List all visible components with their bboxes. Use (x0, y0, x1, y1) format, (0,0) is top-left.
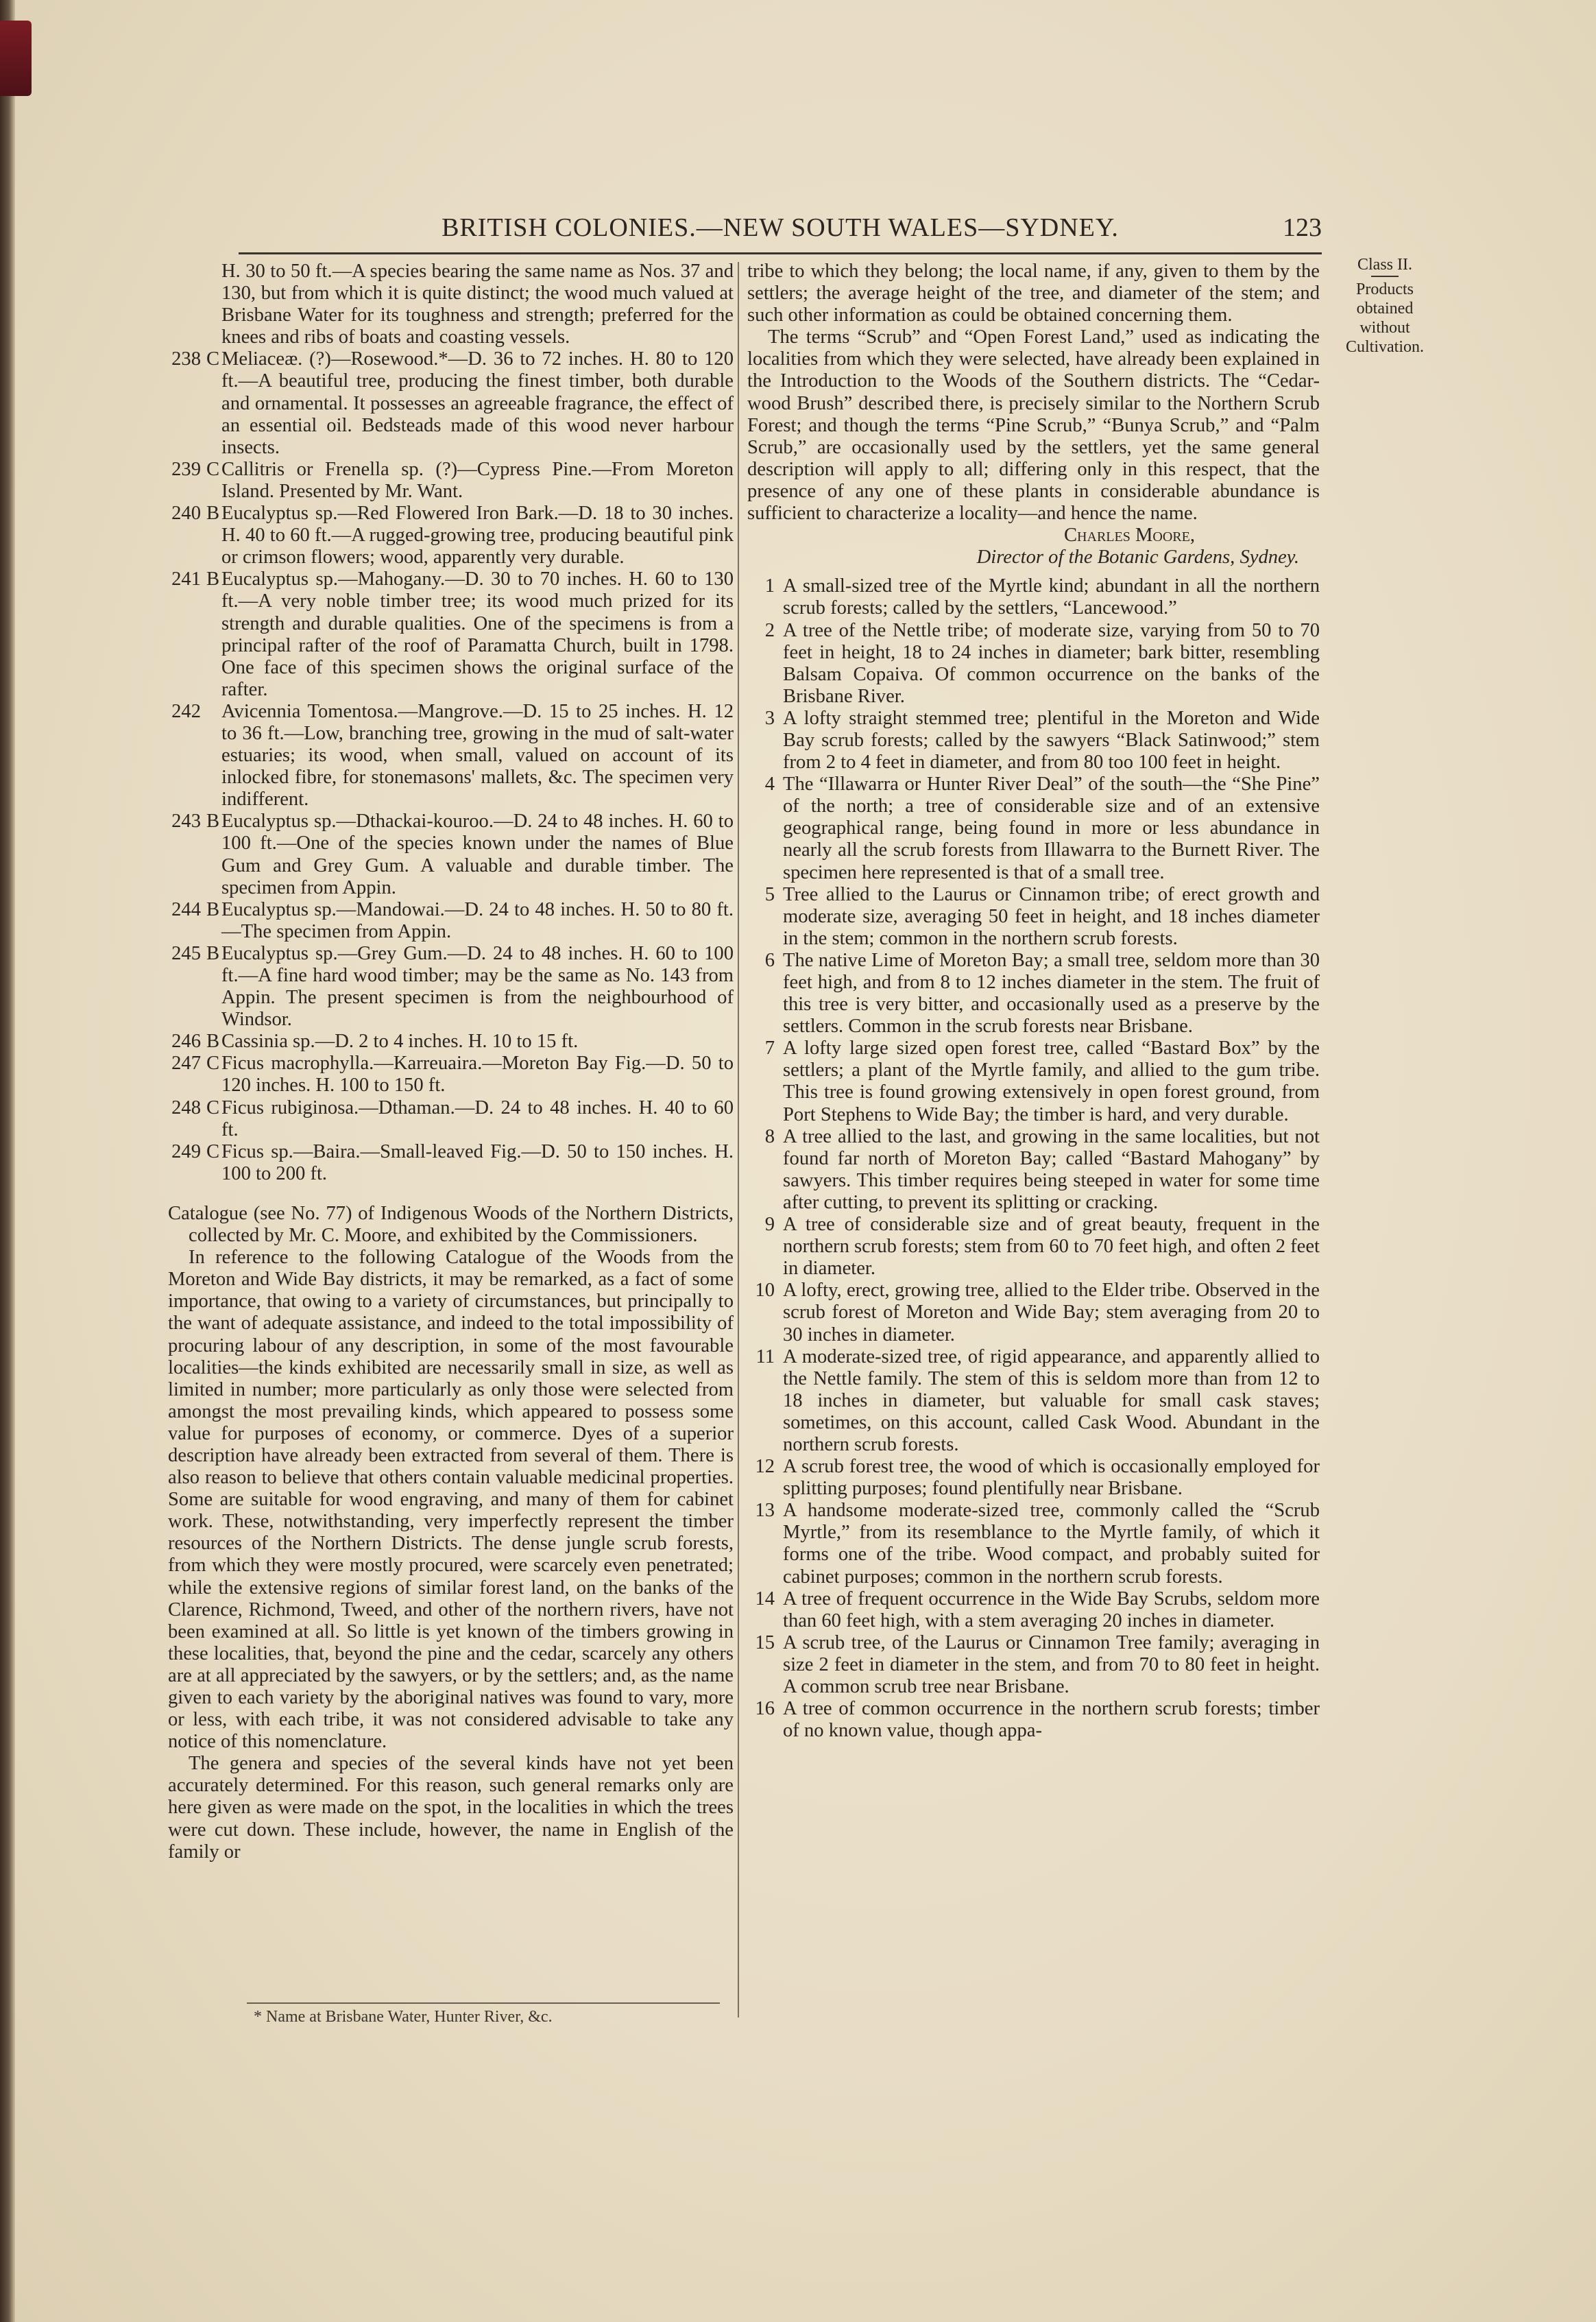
catalogue-entry (168, 1141, 734, 1185)
entry-number: 246 (171, 1031, 201, 1053)
numbered-entry (747, 1346, 1320, 1456)
book-spine (0, 0, 15, 2322)
entry-text: The native Lime of Moreton Bay; a small tree, seldom more than 30 feet high, and from 8 to 12 inches diameter in the stem. The fruit of this tree is very bitter, and occasionally used as a preserve by the settlers. Common in the scrub forests near Brisbane. (783, 949, 1320, 1038)
margin-divider (1371, 276, 1399, 277)
entry-number: 245 (171, 942, 201, 964)
entry-text: Avicennia Tomentosa.—Mangrove.—D. 15 to 25 inches. H. 12 to 36 ft.—Low, branching tree, growing in the mud of salt-water estuaries; its wood, when small, valued on account of its inlocked fibre, for stonemasons' mallets, &c. The specimen very indifferent. (221, 700, 734, 811)
numbered-entry (747, 1126, 1320, 1214)
margin-class: Class II. (1357, 256, 1412, 274)
catalogue-entry (168, 459, 734, 503)
entry-number: 12 (755, 1456, 775, 1478)
entry-text: The “Illawarra or Hunter River Deal” of the south—the “She Pine” of the north; a tree of considerable size and of an extensive geographical range, being found in more or less abundance in nearly all the scrub forests from Illawarra to the Burnett River. The specimen here represented is that of a small tree. (783, 774, 1320, 883)
margin-line: without (1359, 319, 1410, 337)
margin-line: Cultivation. (1346, 338, 1424, 356)
spacer (747, 568, 1320, 575)
entry-number: 9 (764, 1214, 775, 1236)
catalogue-entry (168, 701, 734, 811)
entry-number: 240 (171, 503, 201, 525)
entry-text: Eucalyptus sp.—Mandowai.—D. 24 to 48 inches. H. 50 to 80 ft.—The specimen from Appin. (221, 898, 734, 942)
numbered-entry (747, 1698, 1320, 1742)
entry-text: A tree of frequent occurrence in the Wide Bay Scrubs, seldom more than 60 feet high, with a stem averaging 20 inches in diameter. (783, 1588, 1320, 1631)
entry-number: 4 (764, 774, 775, 795)
entry-number: 15 (755, 1631, 775, 1653)
numbered-entry (747, 950, 1320, 1038)
entry-class: B (206, 898, 220, 920)
left-lead-paragraph: H. 30 to 50 ft.—A species bearing the same name as Nos. 37 and 130, but from which it is quite distinct; the wood much valued at Brisbane Water for its toughness and strength; preferred for the knees and ribs of boats and coasting vessels. (221, 261, 734, 348)
entry-text: A lofty straight stemmed tree; plentiful in the Moreton and Wide Bay scrub forests; called by the sawyers “Black Satinwood;” stem from 2 to 4 feet in diameter, and from 80 too 100 feet in height. (783, 707, 1320, 774)
entry-number: 1 (764, 575, 775, 597)
entry-class (206, 701, 221, 811)
entry-class: C (206, 1053, 220, 1075)
entry-text: A tree allied to the last, and growing in the same localities, but not found far north of Moreton Bay; called “Bastard Mahogany” by sawyers. This timber requires being steeped in water for some time after cutting, to prevent its splitting or cracking. (783, 1125, 1320, 1213)
footnote-rule (247, 2002, 720, 2004)
catalogue-entry (168, 1031, 734, 1053)
entry-number: 7 (764, 1038, 775, 1060)
entry-text: A moderate-sized tree, of rigid appearance, and apparently allied to the Nettle family. The stem of this is seldom more than from 12 to 18 inches in diameter, but valuable for small cask staves; sometimes, on this account, called Cask Wood. Abundant in the northern scrub forests. (783, 1345, 1320, 1455)
catalogue-entry (168, 899, 734, 943)
entry-text: Eucalyptus sp.—Red Flowered Iron Bark.—D. 18 to 30 inches. H. 40 to 60 ft.—A rugged-growing tree, producing beautiful pink or crimson flowers; wood, apparently very durable. (221, 503, 734, 568)
catalogue-entry (168, 1097, 734, 1141)
numbered-entry (747, 1280, 1320, 1345)
catalogue-entry (168, 811, 734, 898)
entry-text: A lofty, erect, growing tree, allied to the Elder tribe. Observed in the scrub forest of Moreton and Wide Bay; stem averaging from 20 to 30 inches in diameter. (783, 1280, 1320, 1345)
entry-number: 248 (171, 1097, 201, 1118)
entry-number: 5 (764, 883, 775, 905)
entry-text: A handsome moderate-sized tree, commonly called the “Scrub Myrtle,” from its resemblance to the Myrtle family, of which it forms one of the tribe. Wood compact, and probably suited for cabinet purposes; common in the northern scrub forests. (783, 1500, 1320, 1588)
left-column (168, 261, 734, 1863)
entry-class: C (206, 458, 220, 480)
entry-number: 244 (171, 898, 201, 920)
entry-text: Ficus rubiginosa.—Dthaman.—D. 24 to 48 inches. H. 40 to 60 ft. (221, 1097, 734, 1140)
entry-number: 13 (755, 1500, 775, 1522)
entry-text: A tree of the Nettle tribe; of moderate size, varying from 50 to 70 feet in height, 18 to 24 inches in diameter; bark bitter, resembling Balsam Copaiva. Of common occurrence on the banks of the Brisbane River. (783, 619, 1320, 707)
right-lead-paragraph: tribe to which they belong; the local name, if any, given to them by the settlers; the average height of the tree, and diameter of the stem; and such other information as could be obtained concerning them. (747, 261, 1320, 326)
entry-number: 242 (171, 700, 201, 722)
page-header (239, 213, 1322, 254)
entry-text: Ficus sp.—Baira.—Small-leaved Fig.—D. 50 to 150 inches. H. 100 to 200 ft. (221, 1140, 734, 1184)
numbered-entry (747, 1588, 1320, 1632)
signature-title: Director of the Botanic Gardens, Sydney. (976, 547, 1299, 568)
catalogue-entry (168, 348, 734, 458)
entry-number: 2 (764, 619, 775, 641)
catalogue-heading: Catalogue (see No. 77) of Indigenous Woods of the Northern Districts, collected by Mr. C. Moore, and exhibited by the Commissioners. (168, 1202, 734, 1247)
numbered-entry (747, 1632, 1320, 1698)
catalogue-entry (168, 1053, 734, 1097)
running-head: BRITISH COLONIES.—NEW SOUTH WALES—SYDNEY. (442, 213, 1119, 242)
entry-class: B (206, 503, 220, 525)
numbered-entry (747, 620, 1320, 708)
numbered-entry (747, 575, 1320, 619)
entry-class: C (206, 348, 220, 370)
numbered-entry (747, 1500, 1320, 1588)
entry-text: Eucalyptus sp.—Mahogany.—D. 30 to 70 inches. H. 60 to 130 ft.—A very noble timber tree; its wood much prized for its strength and durable qualities. One of the specimens is from a principal rafter of the roof of Paramatta Church, built in 1798. One face of this specimen shows the original surface of the rafter. (221, 568, 734, 700)
margin-note (1340, 255, 1429, 357)
left-entries (168, 348, 734, 1185)
page-number: 123 (1283, 213, 1322, 242)
catalogue-entry (168, 943, 734, 1031)
entry-class: B (206, 942, 220, 964)
right-entries (747, 575, 1320, 1742)
entry-class: C (206, 1140, 220, 1162)
entry-text: A lofty large sized open forest tree, called “Bastard Box” by the settlers; a plant of the Myrtle family, and allied to the gum tribe. This tree is found growing extensively in open forest ground, from Port Stephens to Wide Bay; the timber is hard, and very durable. (783, 1038, 1320, 1125)
terms-paragraph: The terms “Scrub” and “Open Forest Land,” used as indicating the localities from which they were selected, have already been explained in the Introduction to the Woods of the Southern districts. The “Cedar-wood Brush” described there, is precisely similar to the Northern Scrub Forest; and though the terms “Pine Scrub,” “Bunya Scrub,” and “Palm Scrub,” are occasionally used by the settlers, yet the same general description will apply to all; differing only in this respect, that the presence of any one of these plants in considerable abundance is sufficient to characterize a locality—and hence the name. (747, 326, 1320, 525)
entry-number: 11 (755, 1345, 775, 1367)
entry-number: 247 (171, 1053, 201, 1075)
entry-number: 238 (171, 348, 201, 370)
entry-number: 239 (171, 458, 201, 480)
footnote: * Name at Brisbane Water, Hunter River, &c. (254, 2008, 553, 2026)
margin-line: obtained (1356, 300, 1414, 318)
entry-number: 14 (755, 1588, 775, 1609)
entry-number: 16 (755, 1698, 775, 1720)
column-divider (738, 262, 739, 2018)
numbered-entry (747, 884, 1320, 950)
catalogue-entry (168, 568, 734, 701)
entry-class: B (206, 568, 220, 590)
entry-text: Cassinia sp.—D. 2 to 4 inches. H. 10 to 15 ft. (221, 1031, 579, 1053)
entry-text: A tree of common occurrence in the northern scrub forests; timber of no known value, though appa- (783, 1698, 1320, 1742)
entry-class: B (206, 1031, 220, 1053)
entry-text: A scrub forest tree, the wood of which is occasionally employed for splitting purposes; found plentifully near Brisbane. (783, 1456, 1320, 1500)
genera-paragraph: The genera and species of the several kinds have not yet been accurately determined. For this reason, such general remarks only are here given as were made on the spot, in the localities in which the trees were cut down. These include, however, the name in English of the family or (168, 1753, 734, 1863)
spacer (168, 1185, 734, 1203)
entry-number: 243 (171, 811, 201, 833)
numbered-entry (747, 1214, 1320, 1280)
entry-number: 249 (171, 1140, 201, 1162)
header-rule (239, 252, 1322, 254)
entry-class: C (206, 1097, 220, 1118)
right-column (747, 261, 1320, 1742)
margin-line: Products (1356, 280, 1414, 298)
bookmark-ribbon (0, 21, 32, 96)
entry-number: 8 (764, 1125, 775, 1147)
entry-class: B (206, 811, 220, 833)
entry-text: Callitris or Frenella sp. (?)—Cypress Pine.—From Moreton Island. Presented by Mr. Want. (221, 458, 734, 502)
numbered-entry (747, 1038, 1320, 1125)
entry-number: 10 (755, 1280, 775, 1302)
intro-paragraph: In reference to the following Catalogue of the Woods from the Moreton and Wide Bay districts, it may be remarked, as a fact of some importance, that owing to a variety of circumstances, but principally to the want of adequate assistance, and indeed to the total impossibility of procuring labour of any description, in some of the most favourable localities—the kinds exhibited are necessarily small in size, as well as limited in number; more particularly as only those were selected from amongst the most prevailing kinds, which appeared to possess some value for purposes of economy, or commerce. Dyes of a superior description have already been extracted from several of them. There is also reason to believe that others contain valuable medicinal properties. Some are suitable for wood engraving, and many of them for cabinet work. These, notwithstanding, very imperfectly represent the timber resources of the Northern Districts. The dense jungle scrub forests, from which they were mostly procured, were scarcely even penetrated; while the extensive regions of similar forest land, on the banks of the Clarence, Richmond, Tweed, and other of the northern rivers, have not been examined at all. So little is yet known of the timbers growing in these localities, that, beyond the pine and the cedar, scarcely any others are at all appreciated by the sawyers, or by the settlers; and, as the name given to each variety by the aboriginal natives was found to vary, more or less, with each tribe, it was not considered advisable to take any notice of this nomenclature. (168, 1247, 734, 1753)
entry-text: Eucalyptus sp.—Dthackai-kouroo.—D. 24 to 48 inches. H. 60 to 100 ft.—One of the species known under the names of Blue Gum and Grey Gum. A valuable and durable timber. The specimen from Appin. (221, 811, 734, 898)
numbered-entry (747, 708, 1320, 774)
entry-text: A tree of considerable size and of great beauty, frequent in the northern scrub forests; stem from 60 to 70 feet high, and often 2 feet in diameter. (783, 1214, 1320, 1280)
catalogue-entry (168, 503, 734, 568)
numbered-entry (747, 1456, 1320, 1500)
signature-name: Charles Moore, (1063, 525, 1196, 547)
entry-number: 6 (764, 949, 775, 971)
entry-number: 241 (171, 568, 201, 590)
entry-number: 3 (764, 707, 775, 729)
entry-text: Ficus macrophylla.—Karreuaira.—Moreton Bay Fig.—D. 50 to 120 inches. H. 100 to 150 ft. (221, 1053, 734, 1097)
entry-text: Eucalyptus sp.—Grey Gum.—D. 24 to 48 inches. H. 60 to 100 ft.—A fine hard wood timber; may be the same as No. 143 from Appin. The present specimen is from the neighbourhood of Windsor. (221, 942, 734, 1031)
entry-text: A scrub tree, of the Laurus or Cinnamon Tree family; averaging in size 2 feet in diameter in the stem, and from 70 to 80 feet in height. A common scrub tree near Brisbane. (783, 1631, 1320, 1697)
entry-text: Tree allied to the Laurus or Cinnamon tribe; of erect growth and moderate size, averaging 50 feet in height, and 18 inches diameter in the stem; common in the northern scrub forests. (783, 883, 1320, 949)
entry-text: Meliaceæ. (?)—Rosewood.*—D. 36 to 72 inches. H. 80 to 120 ft.—A beautiful tree, producing the finest timber, both durable and ornamental. It possesses an agreeable fragrance, the effect of an essential oil. Bedsteads made of this wood never harbour insects. (221, 348, 734, 458)
numbered-entry (747, 774, 1320, 883)
entry-text: A small-sized tree of the Myrtle kind; abundant in all the northern scrub forests; called by the settlers, “Lancewood.” (783, 575, 1320, 619)
